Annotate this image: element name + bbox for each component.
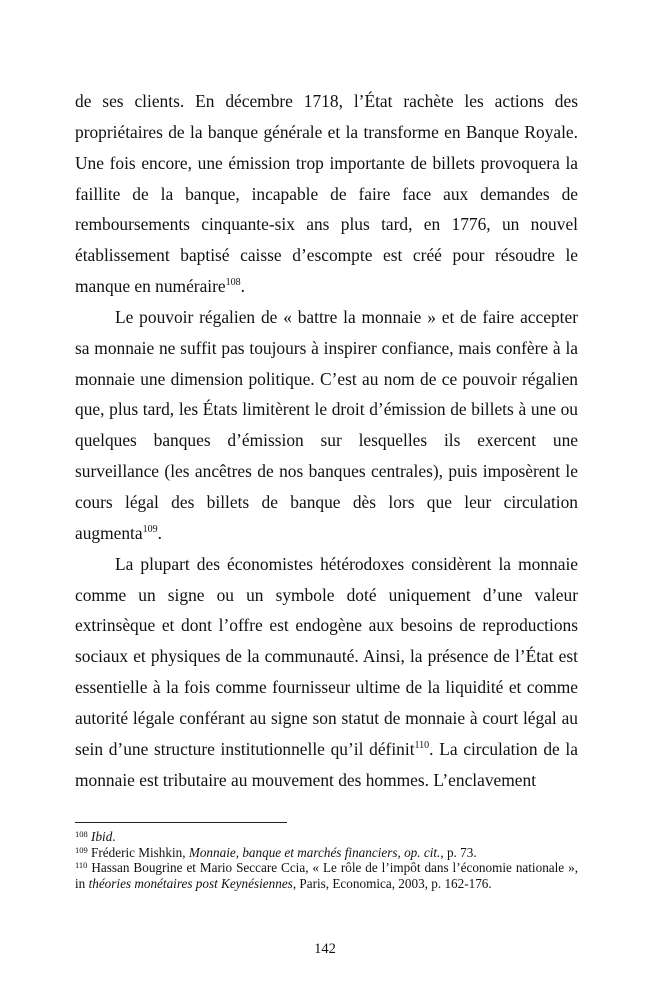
paragraph-1: de ses clients. En décembre 1718, l’État rachète les actions des propriétaires de la banque générale et la transforme en Banque Royale. Une fois encore, une émission trop importante de billets provoquera la faillite de la banque, incapable de faire face aux demandes de remboursements cinquante-six ans plus tard, en 1776, un nouvel établissement baptisé caisse d’escompte est créé pour résoudre le manque en numéraire$^{108}$. [75,91,578,297]
footnote-109: $^{109}$ Fréderic Mishkin, Monnaie, banque et marchés financiers, op. cit., p. 73. [75,844,477,860]
paragraph-2: Le pouvoir régalien de « battre la monnaie » et de faire accepter sa monnaie ne suffit pas toujours à inspirer confiance, mais confère à la monnaie une dimension politique. C’est au nom de ce pouvoir régalien que, plus tard, les États limitèrent le droit d’émission de billets à une ou quelques banques d’émission sur lesquelles ils exercent une surveillance (les ancêtres de nos banques centrales), puis imposèrent le cours légal des billets de banque dès lors que leur circulation augmenta$^{109}$. [75,306,578,543]
footnote-number: 109 [75,844,88,855]
page-number: 142 [314,941,336,957]
footnote-ref-108[interactable]: 108 [225,277,241,289]
footnote-ref-109[interactable]: 109 [142,523,158,535]
paragraph-3: La plupart des économistes hétérodoxes considèrent la monnaie comme un signe ou un symbole doté uniquement d’une valeur extrinsèque et dont l’offre est endogène aux besoins de reproductions sociaux et physiques de la communauté. Ainsi, la présence de l’État est essentielle à la fois comme fournisseur ultime de la liquidité et comme autorité légale conférant au signe son statut de monnaie à court légal au sein d’une structure institutionnelle qu’il définit$^{110}$. La circulation de la monnaie est tributaire au mouvement des hommes. L’enclavement [75,553,578,790]
footnote-110: $^{110}$ Hassan Bougrine et Mario Seccare Ccia, « Le rôle de l’impôt dans l’économie nationale », in théories monétaires post Keynésiennes, Paris, Economica, 2003, p. 162-176. [75,860,578,891]
footnote-italic-title: Monnaie, banque et marchés financiers, op. cit. [188,844,441,860]
footnotes [75,829,578,891]
footnote-number: 110 [75,860,88,871]
footnote-number: 108 [75,829,88,839]
body-text [75,86,578,795]
footnote-italic-title: théories monétaires post Keynésiennes [88,875,293,891]
footnote-italic-title: Ibid [91,829,113,844]
footnote-ref-110[interactable]: 110 [414,739,430,751]
footnote-separator [75,822,287,823]
footnote-108: $^{108}$ Ibid. [75,829,116,844]
